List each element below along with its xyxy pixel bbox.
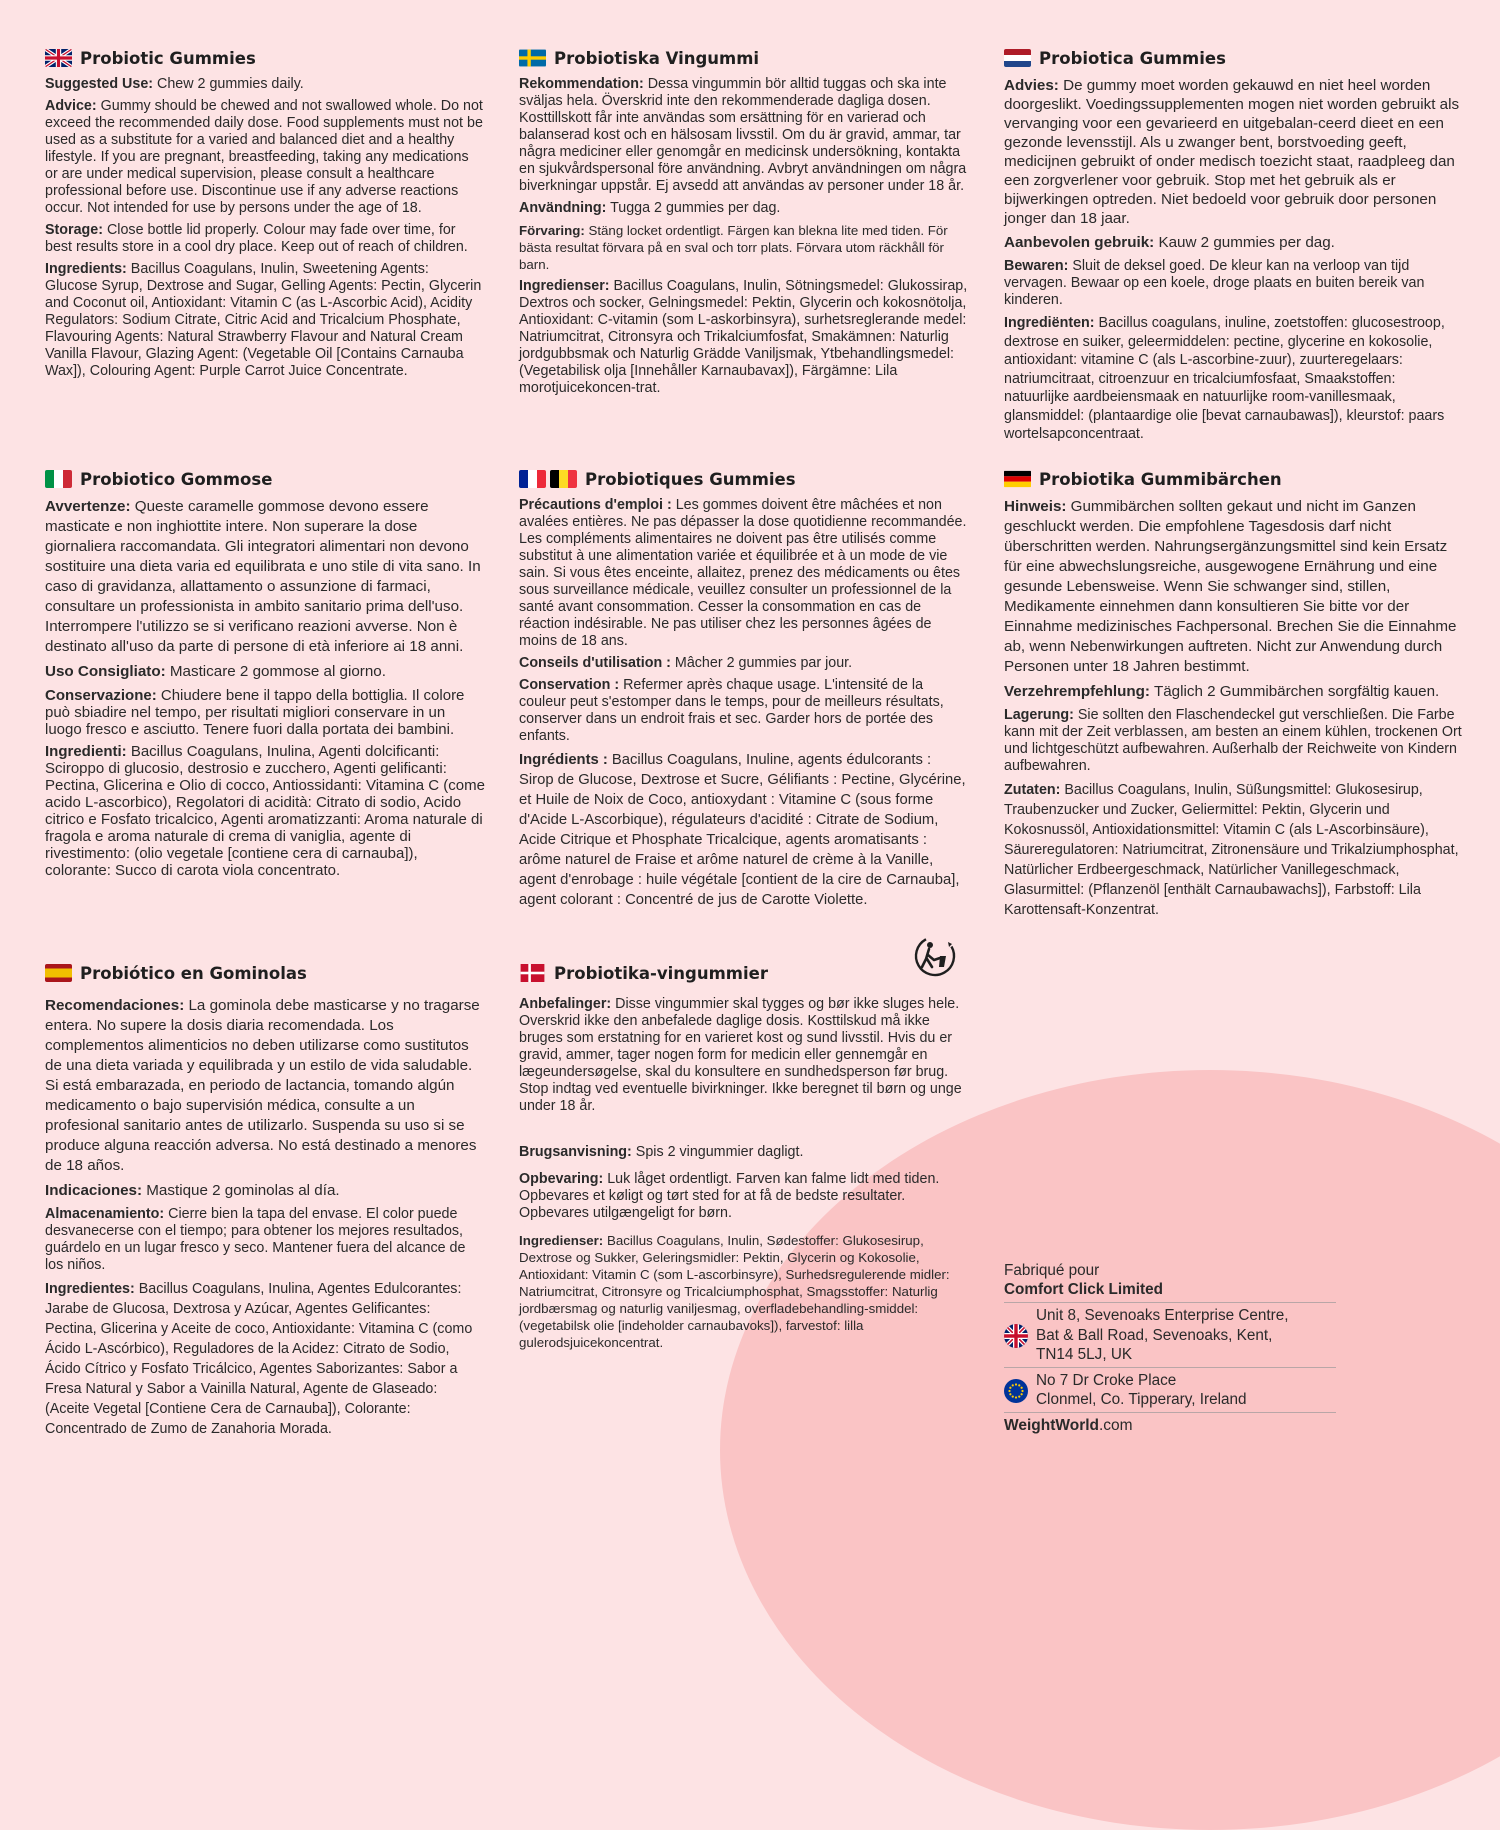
ingredients: Ingredienti: Bacillus Coagulans, Inulina, Agenti dolcificanti: Sciroppo di glucosio, destrosio e zucchero, Agenti gelificanti: Pectina, Glicerina e Olio di cocco, Antiossidanti: Vitamina C (come acido L-ascorbico), Regolatori di acidità: Citrato di sodio, Acido citrico e Fosfato tricalcico, Agenti aromatizzanti: Aroma naturale di fragola e aroma naturale di crema di vaniglia, agente di rivestimento: (olio vegetale [contiene cera di carnauba]), colorante: Succo di carota viola concentrato.: [45, 743, 485, 879]
made-for-label: Fabriqué pour: [1004, 1262, 1100, 1279]
recommended-intake: Verzehrempfehlung: Täglich 2 Gummibärchen sorgfältig kauen.: [1004, 683, 1440, 700]
belgium-flag-icon: [550, 470, 577, 488]
section-title: Probiótico en Gominolas: [45, 962, 485, 984]
spain-flag-icon: [45, 964, 72, 982]
storage: Conservazione: Chiudere bene il tappo della bottiglia. Il colore può sbiadire nel tempo, per risultati migliori conservare in un luogo fresco e asciutto. Tenere fuori dalla portata dei bambini.: [45, 687, 465, 738]
storage: Förvaring: Stäng locket ordentligt. Färgen kan blekna lite med tiden. För bästa resultat förvara på en sval och torr plats. Förvara utom räckhåll för barn.: [519, 223, 948, 272]
eu-address: No 7 Dr Croke Place Clonmel, Co. Tipperary, Ireland: [1004, 1367, 1336, 1412]
suggested-use: Suggested Use: Chew 2 gummies daily.: [45, 76, 304, 92]
denmark-flag-icon: [519, 964, 546, 982]
eu-flag-icon: [1004, 1379, 1028, 1403]
germany-flag-icon: [1004, 470, 1031, 488]
ingredients: Ingredientes: Bacillus Coagulans, Inulina, Agentes Edulcorantes: Jarabe de Glucosa, Dextrosa y Azúcar, Agentes Gelificantes: Pectina, Glicerina y Aceite de coco, Antioxidante: Vitamina C (como Ácido L-Ascórbico), Reguladores de la Acidez: Citrato de Sodio, Ácido Cítrico y Fosfato Tricálcico, Agentes Saborizantes: Sabor a Fresa Natural y Sabor a Vainilla Natural, Agente de Glaseado: (Aceite Vegetal [Contiene Cera de Carnauba]), Colorante: Concentrado de Zumo de Zanahoria Morada.: [45, 1281, 473, 1437]
storage: Bewaren: Sluit de deksel goed. De kleur kan na verloop van tijd vervagen. Bewaar op een koele, droge plaats en buiten bereik van kinderen.: [1004, 258, 1425, 308]
storage: Opbevaring: Luk låget ordentligt. Farven kan falme lidt med tiden. Opbevares et køligt og tørt sted for at få de bedste resultater. Opbevares utilgængeligt for børn.: [519, 1171, 940, 1221]
directions: Brugsanvisning: Spis 2 vingummier dagligt.: [519, 1144, 804, 1160]
section-title: Probiotic Gummies: [45, 47, 485, 69]
section-title: Probiotica Gummies: [1004, 47, 1464, 69]
section-french: [519, 468, 969, 915]
recommendations: Recomendaciones: La gominola debe masticarse y no tragarse entera. No supere la dosis diaria recomendada. Los complementos alimenticios no deben utilizarse como sustitutos de una dieta variada y equilibrada y un estilo de vida saludable. Si está embarazada, en periodo de lactancia, tomando algún medicamento o bajo supervisión médica, consulte a un profesional sanitario antes de utilizarlo. Suspenda su uso si se produce alguna reacción adversa. No está destinado a menores de 18 años.: [45, 997, 480, 1174]
tidyman-recycle-icon: [913, 934, 957, 978]
usage: Användning: Tugga 2 gummies per dag.: [519, 200, 781, 216]
recommendations: Anbefalinger: Disse vingummier skal tygges og bør ikke sluges hele. Overskrid ikke den anbefalede daglige dosis. Kosttilskud må ikke bruges som erstatning for en varieret kost og sund livsstil. Hvis du er gravid, ammer, tager nogen form for medicin eller gennemgår en lægeundersøgelse, skal du konsultere en sundhedsperson før brug. Stop indtag ved eventuelle bivirkninger. Ikke beregnet til børn og unge under 18 år.: [519, 996, 962, 1114]
advice: Advies: De gummy moet worden gekauwd en niet heel worden doorgeslikt. Voedingssupplementen mogen niet worden gebruikt als vervanging voor een gevarieerd en uitgebalan-ceerd dieet en een gezonde levensstijl. Als u zwanger bent, borstvoeding geeft, medicijnen gebruikt of onder medisch toezicht staat, raadpleeg dan een zorgverlener voor gebruik. Stop met het gebruik als er bijwerkingen optreden. Niet bedoeld voor gebruik door personen jonger dan 18 jaar.: [1004, 77, 1460, 227]
ingredients: Ingredienser: Bacillus Coagulans, Inulin, Sötningsmedel: Glukossirap, Dextros och socker, Gelningsmedel: Pektin, Glycerin och kokosnötolja, Antioxidant: C-vitamin (som L-askorbinsyra), surhetsreglerande medel: Natriumcitrat, Citronsyra och Trikalciumfosfat, Smakämnen: Naturlig jordgubbsmak och Naturlig Grädde Vaniljsmak, Ytbehandlingsmedel: (Vegetabilisk olja [Innehåller Karnaubavax]), Färgämne: Lila morotjuicekoncen-trat.: [519, 278, 968, 396]
storage: Storage: Close bottle lid properly. Colour may fade over time, for best results store in a cool dry place. Keep out of reach of children.: [45, 222, 468, 255]
company-name: Comfort Click Limited: [1004, 1281, 1163, 1298]
section-german: [1004, 468, 1464, 925]
ingredients: Zutaten: Bacillus Coagulans, Inulin, Süßungsmittel: Glukosesirup, Traubenzucker und Zucker, Geliermittel: Pektin, Glycerin und Kokosnussöl, Antioxidationsmittel: Vitamin C (als L-Ascorbinsäure), Säureregulatoren: Natriumcitrat, Zitronensäure und Trikalziumphosphat, Natürlicher Erdbeergeschmack, Natürlicher Vanillegeschmack, Glasurmittel: (Pflanzenöl [enthält Carnaubawachs]), Farbstoff: Lila Karottensaft-Konzentrat.: [1004, 782, 1459, 918]
indications: Indicaciones: Mastique 2 gominolas al día.: [45, 1182, 340, 1199]
uk-address: Unit 8, Sevenoaks Enterprise Centre, Bat & Ball Road, Sevenoaks, Kent, TN14 5LJ, UK: [1004, 1302, 1336, 1367]
precautions: Précautions d'emploi : Les gommes doivent être mâchées et non avalées entières. Ne pas dépasser la dose quotidienne recommandée. Les compléments alimentaires ne doivent pas être utilisés comme substitut à une alimentation variée et équilibrée et à un mode de vie sain. Si vous êtes enceinte, allaitez, prenez des médicaments ou êtes sous surveillance médicale, veuillez consulter un professionnel de la santé avant consommation. Cesser la consommation en cas de réaction indésirable. Ne pas utiliser chez les personnes âgées de moins de 18 ans.: [519, 497, 967, 649]
section-title: Probiotico Gommose: [45, 468, 485, 490]
section-danish: [519, 962, 969, 1356]
manufacturer-address: [1004, 1261, 1336, 1435]
section-swedish: [519, 47, 969, 402]
recommendation: Rekommendation: Dessa vingummin bör alltid tuggas och ska inte sväljas hela. Överskrid inte den rekommenderade dagliga dosen. Kosttillskott får inte användas som ersättning för en varierad och balanserad kost och en hälsosam livsstil. Om du är gravid, ammar, tar några mediciner eller genomgår en medicinsk undersökning, kontakta en sjukvårdspersonal före användning. Avbryt användningen om några biverkningar uppstår. Ej avsedd att användas av personer under 18 år.: [519, 76, 967, 194]
section-title: Probiotiska Vingummi: [519, 47, 969, 69]
storage: Conservation : Refermer après chaque usage. L'intensité de la couleur peut s'estomper dans le temps, pour de meilleurs résultats, conserver dans un endroit frais et sec. Garder hors de portée des enfants.: [519, 677, 944, 744]
section-title: Probiotika-vingummier: [519, 962, 969, 984]
recommended-use: Aanbevolen gebruik: Kauw 2 gummies per dag.: [1004, 234, 1335, 251]
ingredients: Ingrédients : Bacillus Coagulans, Inuline, agents édulcorants : Sirop de Glucose, Dextrose et Sucre, Gélifiants : Pectine, Glycérine, et Huile de Noix de Coco, antioxydant : Vitamine C (sous forme d'Acide L-Ascorbique), régulateurs d'acidité : Citrate de Sodium, Acide Citrique et Phosphate Tricalcique, agents aromatisants : arôme naturel de Fraise et arôme naturel de crème à la Vanille, agent d'enrobage : huile végétale [contient de la cire de Carnauba], agent colorant : Concentré de jus de Carotte Violette.: [519, 752, 966, 908]
section-title: Probiotiques Gummies: [519, 468, 969, 490]
section-dutch: [1004, 47, 1464, 449]
netherlands-flag-icon: [1004, 49, 1031, 67]
france-flag-icon: [519, 470, 546, 488]
ingredients: Ingrediënten: Bacillus coagulans, inuline, zoetstoffen: glucosestroop, dextrose en suiker, geleermiddelen: pectine, glycerine en kokosolie, antioxidant: vitamine C (als L-ascorbine-zuur), zuurteregelaars: natriumcitraat, citroenzuur en tricalciumfosfaat, Smaakstoffen: natuurlijke aardbeiensmaak en natuurlijke room-vanillesmaak, glansmiddel: (plantaardige olie [bevat carnaubawas]), kleurstof: paars wortelsapconcentraat.: [1004, 315, 1445, 442]
section-spanish: [45, 962, 485, 1444]
usage-advice: Conseils d'utilisation : Mâcher 2 gummies par jour.: [519, 655, 853, 671]
recommended-use: Uso Consigliato: Masticare 2 gommose al giorno.: [45, 663, 386, 680]
ingredients: Ingredients: Bacillus Coagulans, Inulin, Sweetening Agents: Glucose Syrup, Dextrose and Sugar, Gelling Agents: Pectin, Glycerin and Coconut oil, Antioxidant: Vitamin C (as L-Ascorbic Acid), Acidity Regulators: Sodium Citrate, Citric Acid and Tricalcium Phosphate, Flavouring Agents: Natural Strawberry Flavour and Natural Cream Vanilla Flavour, Glazing Agent: (Vegetable Oil [Contains Carnauba Wax]), Colouring Agent: Purple Carrot Juice Concentrate.: [45, 261, 482, 379]
brand-website: WeightWorld.com: [1004, 1412, 1336, 1435]
storage: Almacenamiento: Cierre bien la tapa del envase. El color puede desvanecerse con el tiempo; para obtener los mejores resultados, guárdelo en un lugar fresco y seco. Mantener fuera del alcance de los niños.: [45, 1206, 466, 1273]
uk-flag-icon: [1004, 1324, 1028, 1348]
uk-flag-icon: [45, 49, 72, 67]
storage: Lagerung: Sie sollten den Flaschendeckel gut verschließen. Die Farbe kann mit der Zeit verblassen, am besten an einem kühlen, trockenen Ort und lichtgeschützt aufbewahren. Außerhalb der Reichweite von Kindern aufbewahren.: [1004, 707, 1462, 774]
section-title: Probiotika Gummibärchen: [1004, 468, 1464, 490]
notice: Hinweis: Gummibärchen sollten gekaut und nicht im Ganzen geschluckt werden. Die empfohlene Tagesdosis darf nicht überschritten werden. Nahrungsergänzungsmittel sind kein Ersatz für eine abwechslungsreiche, ausgewogene Ernährung und eine gesunde Lebensweise. Wenn Sie schwanger sind, stillen, Medikamente einnehmen dann konsultieren Sie bitte vor der Einnahme medizinisches Fachpersonal. Brechen Sie die Einnahme ab, wenn Nebenwirkungen auftreten. Nicht zur Anwendung durch Personen unter 18 Jahren bestimmt.: [1004, 498, 1457, 675]
warnings: Avvertenze: Queste caramelle gommose devono essere masticate e non inghiottite intere. Non superare la dose giornaliera raccomandata. Gli integratori alimentari non devono sostituire una dieta varia ed equilibrata e uno stile di vita sano. In caso di gravidanza, allattamento o assunzione di farmaci, consultare un professionista in ambito sanitario prima dell'uso. Interrompere l'utilizzo se si verificano reazioni avverse. Non è destinato all'uso da parte di persone di età inferiore ai 18 anni.: [45, 498, 481, 655]
section-english: [45, 47, 485, 385]
section-italian: [45, 468, 485, 884]
advice: Advice: Gummy should be chewed and not swallowed whole. Do not exceed the recommended daily dose. Food supplements must not be used as a substitute for a varied and balanced diet and a healthy lifestyle. If you are pregnant, breastfeeding, taking any medications or are under medical supervision, please consult a healthcare professional before use. Discontinue use if any adverse reactions occur. Not intended for use by persons under the age of 18.: [45, 98, 483, 216]
italy-flag-icon: [45, 470, 72, 488]
sweden-flag-icon: [519, 49, 546, 67]
ingredients: Ingredienser: Bacillus Coagulans, Inulin, Sødestoffer: Glukosesirup, Dextrose og Sukker, Geleringsmidler: Pektin, Glycerin og Kokosolie, Antioxidant: Vitamin C (som L-ascorbinsyre), Surhedsregulerende midler: Natriumcitrat, Citronsyre og Tricalciumphosphat, Smagsstoffer: Naturlig jordbærsmag og naturlig vaniljesmag, overfladebehandling-smiddel: (vegetabilsk olie [indeholder carnaubavoks]), farvestof: lilla gulerodsjuicekoncentrat.: [519, 1233, 950, 1350]
